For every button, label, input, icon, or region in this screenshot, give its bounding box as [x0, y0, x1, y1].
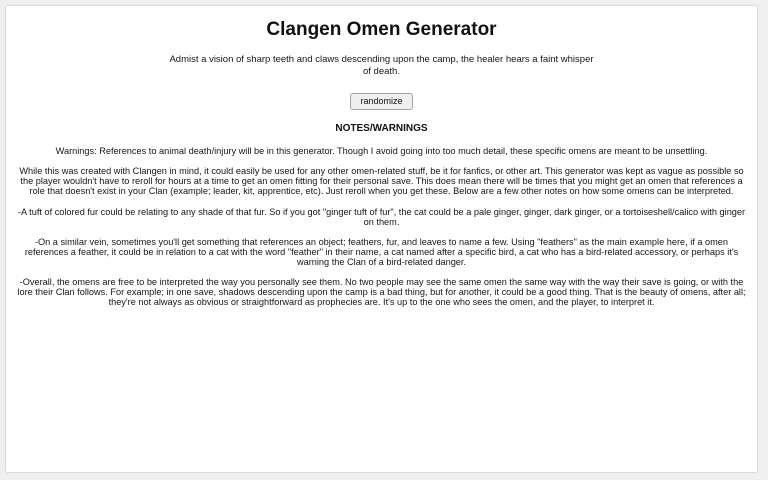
- note-paragraph-object-references: -On a similar vein, sometimes you'll get something that references an object; feathers, fur, and leaves to name a few. Using "feathers" as the main example here, if a omen references a feather, it could be in relation to a cat with the word "feather" in their name, a cat named after a specific bird, a cat who has a bird-related accessory, or perhaps it's warning the Clan of a bird-related danger.: [24, 236, 739, 268]
- note-paragraph-interpretation: -Overall, the omens are free to be interpreted the way you personally see them. No two people may see the same omen the same way with the way their save is going, or with the lore their Clan follows. For example; in one save, shadows descending upon the camp is a bad thing, but for another, it could be a good thing. That is the beauty of omens, after all; they're not always as obvious or straightforward as prophecies are. It's up to the one who sees the omen, and the player, to interpret it.: [17, 277, 746, 308]
- note-paragraph-warnings: Warnings: References to animal death/injury will be in this generator. Though I avoid going into too much detail, these specific omens are meant to be unsettling.: [55, 146, 708, 157]
- generated-omen-text: Admist a vision of sharp teeth and claws descending upon the camp, the healer hears a faint whisper of death.: [169, 53, 594, 77]
- note-paragraph-fur-shades: -A tuft of colored fur could be relating to any shade of that fur. So if you got "ginger tuft of fur", the cat could be a pale ginger, ginger, dark ginger, or a tortoiseshell/calico with ginger on them.: [17, 206, 746, 227]
- page-title: Clangen Omen Generator: [266, 19, 497, 40]
- randomize-button[interactable]: randomize: [350, 93, 412, 110]
- randomize-button-row: [13, 91, 750, 110]
- content-card: [5, 5, 758, 473]
- note-paragraph-usage: While this was created with Clangen in mind, it could easily be used for any other omen-related stuff, be it for fanfics, or other art. This generator was kept as vague as possible so the player wouldn't have to reroll for hours at a time to get an omen fitting for their personal save. This does mean there will be times that you might get an omen that references a role that doesn't exist in your Clan (example; leader, kit, apprentice, etc). Just reroll when you get these. Below are a few other notes on how some omens can be interpreted.: [19, 166, 744, 197]
- notes-warnings-heading: NOTES/WARNINGS: [335, 123, 428, 135]
